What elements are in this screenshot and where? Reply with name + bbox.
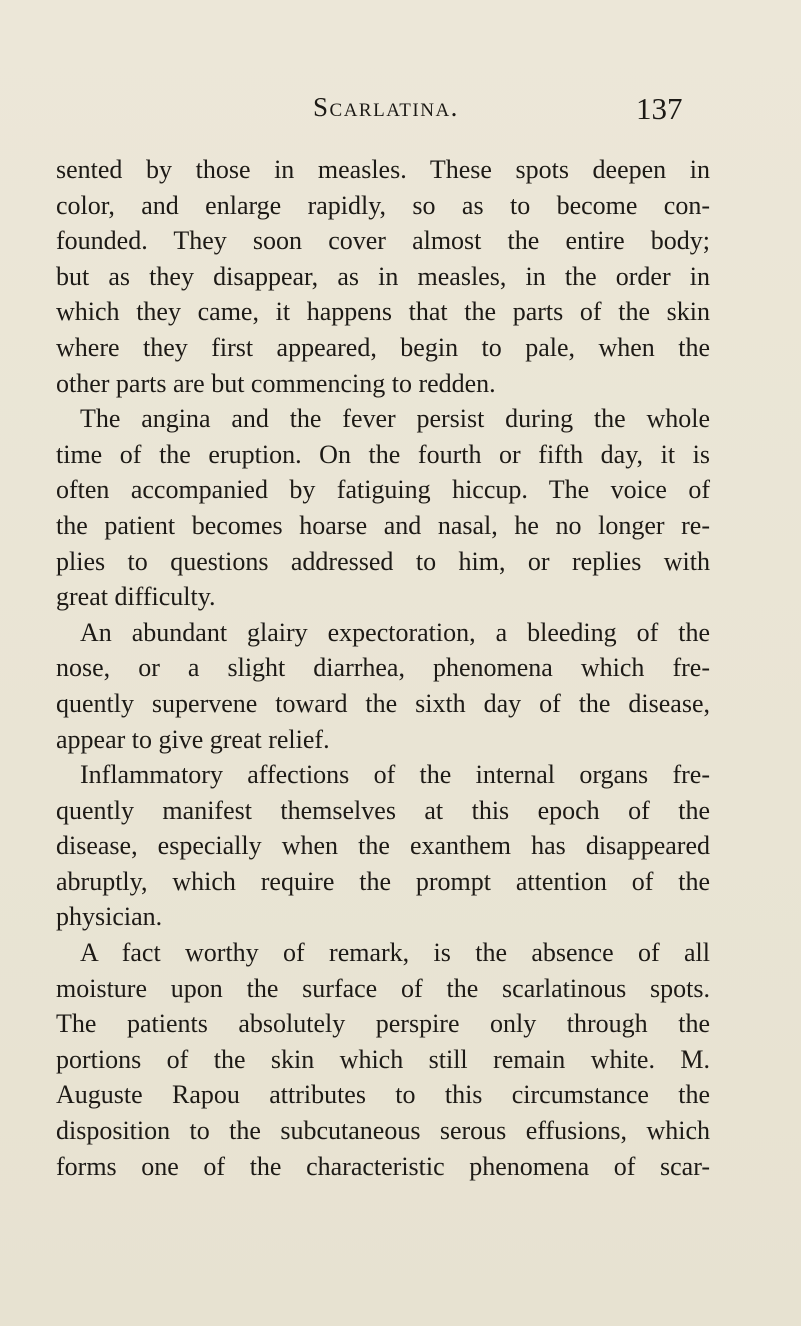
- paragraph-3: [56, 615, 710, 757]
- text-line: portions of the skin which still remain white. M.: [56, 1044, 710, 1074]
- text-line: where they first appeared, begin to pale, when the: [56, 332, 710, 362]
- text-line: physician.: [56, 902, 163, 932]
- paragraph-5: [56, 935, 710, 1184]
- text-line: the patient becomes hoarse and nasal, he no longer re-: [56, 510, 710, 540]
- running-head: [0, 92, 801, 132]
- text-line: which they came, it happens that the parts of the skin: [56, 297, 710, 327]
- paragraph-4: [56, 757, 710, 935]
- text-line: Inflammatory affections of the internal organs fre-: [80, 760, 710, 790]
- text-line: sented by those in measles. These spots deepen in: [56, 155, 710, 184]
- text-line: The patients absolutely perspire only through the: [56, 1009, 710, 1039]
- running-title: Scarlatina.: [313, 92, 459, 122]
- text-line: Auguste Rapou attributes to this circumstance the: [56, 1080, 710, 1110]
- text-line: often accompanied by fatiguing hiccup. The voice of: [56, 475, 710, 505]
- text-line: moisture upon the surface of the scarlatinous spots.: [56, 973, 710, 1003]
- text-line: disease, especially when the exanthem has disappeared: [56, 831, 710, 861]
- text-line: color, and enlarge rapidly, so as to become con-: [56, 190, 710, 220]
- text-line: time of the eruption. On the fourth or fifth day, it is: [56, 439, 710, 469]
- text-line: great difficulty.: [56, 582, 216, 612]
- text-line: A fact worthy of remark, is the absence of all: [80, 938, 710, 968]
- text-line: abruptly, which require the prompt attention of the: [56, 866, 710, 896]
- text-line: but as they disappear, as in measles, in the order in: [56, 261, 710, 291]
- page-number: 137: [636, 91, 683, 126]
- text-line: appear to give great relief.: [56, 724, 330, 754]
- text-line: other parts are but commencing to redden.: [56, 368, 496, 398]
- text-line: nose, or a slight diarrhea, phenomena which fre-: [56, 653, 710, 683]
- text-line: founded. They soon cover almost the entire body;: [56, 226, 710, 256]
- body-text: [56, 152, 710, 1184]
- text-line: The angina and the fever persist during the whole: [80, 404, 710, 434]
- paragraph-1: [56, 152, 710, 401]
- text-line: quently supervene toward the sixth day of the disease,: [56, 688, 710, 718]
- text-line: quently manifest themselves at this epoch of the: [56, 795, 710, 825]
- text-line: plies to questions addressed to him, or replies with: [56, 546, 710, 576]
- text-line: disposition to the subcutaneous serous effusions, which: [56, 1116, 710, 1146]
- text-line: An abundant glairy expectoration, a bleeding of the: [80, 617, 710, 647]
- paragraph-2: [56, 401, 710, 615]
- text-line: forms one of the characteristic phenomena of scar-: [56, 1151, 710, 1181]
